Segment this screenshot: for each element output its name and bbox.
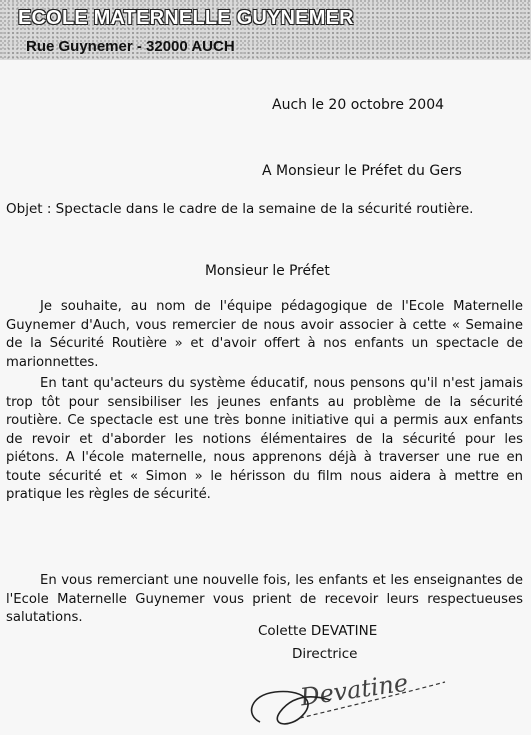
subject-line: Objet : Spectacle dans le cadre de la semaine de la sécurité routière. — [6, 201, 474, 217]
salutation: Monsieur le Préfet — [205, 263, 330, 279]
paragraph-thanks: Je souhaite, au nom de l'équipe pédagogique de l'Ecole Maternelle Guynemer d'Auch, vous remercier de nous avoir associer à cette « Semaine de la Sécurité Routière » et d'avoir offert à nos enfants un spectacle de marionnettes. — [6, 299, 523, 370]
signature-text: Devatine — [298, 668, 410, 712]
signer-title: Directrice — [292, 646, 358, 662]
recipient-line: A Monsieur le Préfet du Gers — [262, 163, 462, 179]
paragraph-closing: En vous remerciant une nouvelle fois, les enfants et les enseignantes de l'Ecole Maternelle Guynemer vous prient de recevoir leurs respectueuses salutations. — [6, 573, 523, 625]
school-address: Rue Guynemer - 32000 AUCH — [26, 38, 235, 55]
date-line: Auch le 20 octobre 2004 — [272, 97, 445, 113]
signer-name: Colette DEVATINE — [258, 623, 378, 639]
letterhead-band — [0, 0, 531, 60]
paragraph-road-safety: En tant qu'acteurs du système éducatif, nous pensons qu'il n'est jamais trop tôt pour sensibiliser les jeunes enfants au problème de la sécurité routière. Ce spectacle est une très bonne initiative qui a permis aux enfants de revoir et d'aborder les notions élémentaires de la sécurité pour les piétons. A l'école maternelle, nous apprenons déjà à traverser une rue en toute sécurité et « Simon » le hérisson du film nous aidera à mettre en pratique les règles de sécurité. — [6, 376, 523, 502]
school-name: ECOLE MATERNELLE GUYNEMER — [18, 7, 354, 29]
